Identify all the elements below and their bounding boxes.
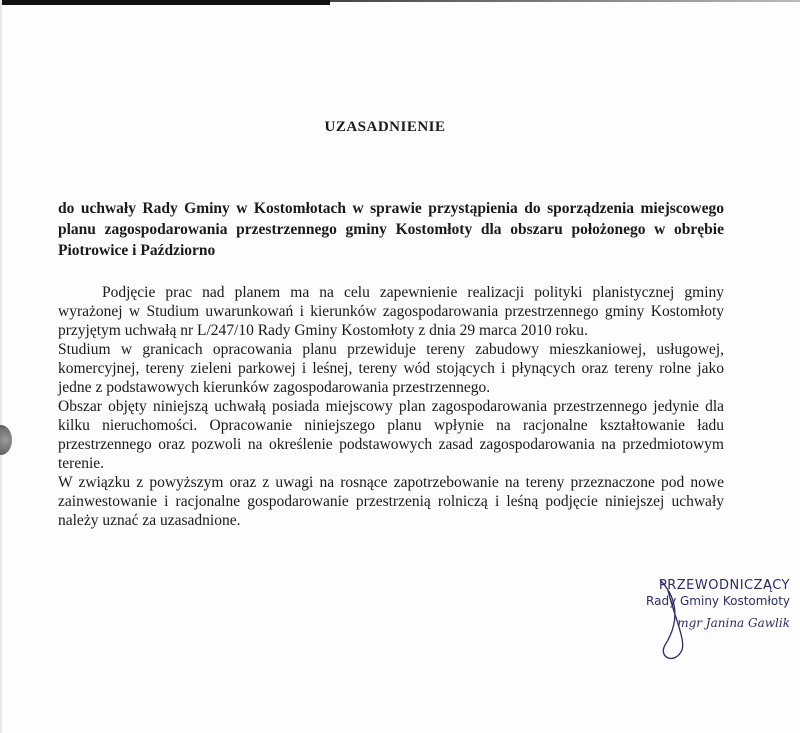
scan-edge-shadow (330, 0, 800, 2)
punch-hole (0, 425, 12, 455)
document-subject: do uchwały Rady Gminy w Kostomłotach w sprawie przystąpienia do sporządzenia miejscowego planu zagospodarowania przestrzennego gminy Kostomłoty dla obszaru położonego w obrębie Piotrowice i Paździorno (58, 200, 724, 259)
paragraph: W związku z powyższym oraz z uwagi na rosnące zapotrzebowanie na tereny przeznaczone pod nowe zainwestowanie i racjonalne gospodarowanie przestrzenią rolniczą i leśną podjęcie niniejszej uchwały należy uznać za uzasadnione. (58, 474, 724, 529)
paragraph: Studium w granicach opracowania planu przewiduje tereny zabudowy mieszkaniowej, usługowej, komercyjnej, tereny zieleni parkowej i leśnej, tereny wód stojących i płynących oraz tereny rolne jako jedne z podstawowych kierunków zagospodarowania przestrzennego. (58, 341, 724, 396)
signature-role: PRZEWODNICZĄCY (658, 578, 790, 593)
document-title: UZASADNIENIE (324, 119, 446, 135)
signature-block (630, 578, 790, 630)
document-body (58, 283, 724, 530)
signature-name: mgr Janina Gawlik (677, 616, 790, 630)
scan-edge-shadow (0, 0, 2, 733)
paragraph: Podjęcie prac nad planem ma na celu zapewnienie realizacji polityki planistycznej gminy wyrażonej w Studium uwarunkowań i kierunków zagospodarowania przestrzennego gminy Kostomłoty przyjętym uchwałą nr L/247/10 Rady Gminy Kostomłoty z dnia 29 marca 2010 roku. (58, 284, 724, 339)
paragraph: Obszar objęty niniejszą uchwałą posiada miejscowy plan zagospodarowania przestrzennego jedynie dla kilku nieruchomości. Opracowanie niniejszego planu wpłynie na racjonalne kształtowanie ładu przestrzennego oraz pozwoli na określenie podstawowych zasad zagospodarowania na przedmiotowym terenie. (58, 398, 724, 472)
scan-edge-shadow (0, 0, 330, 5)
signature-organization: Rady Gminy Kostomłoty (646, 594, 790, 608)
